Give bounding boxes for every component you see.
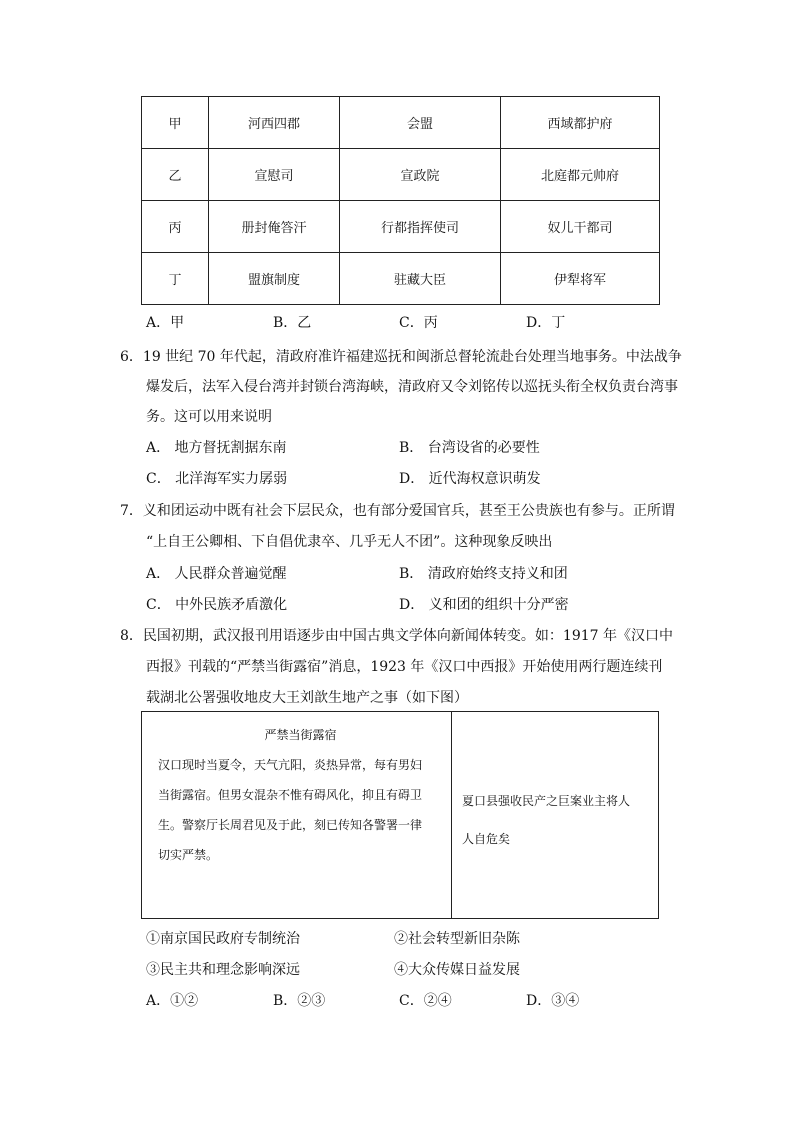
news-headline: 严禁当街露宿 [264,728,337,742]
q5-option-a[interactable]: A．甲 [146,315,185,331]
table-cell: 宣政院 [340,149,501,201]
table-cell: 奴儿干都司 [501,201,660,253]
q8-item-3: ③民主共和理念影响深远 [146,962,300,978]
table-cell: 河西四郡 [209,97,340,149]
table-cell: 驻藏大臣 [340,253,501,305]
news-body-line: 当街露宿。但男女混杂不惟有碍风化，抑且有碍卫 [158,788,423,802]
q8-item-4: ④大众传媒日益发展 [394,962,520,978]
table-cell: 会盟 [340,97,501,149]
table-row [142,149,660,201]
organization-table [141,96,660,305]
table-row [142,97,660,149]
q6-option-a[interactable]: A． 地方督抚割据东南 [146,440,287,456]
q8-option-c[interactable]: C．②④ [399,993,452,1009]
q7-stem-line: “上自王公卿相、下自倡优隶卒、几乎无人不团”。这种现象反映出 [146,534,553,550]
q7-option-a[interactable]: A． 人民群众普遍觉醒 [146,566,287,582]
q7-option-c[interactable]: C． 中外民族矛盾激化 [146,597,288,613]
table-cell: 伊犁将军 [501,253,660,305]
table-row [142,253,660,305]
q5-option-b[interactable]: B．乙 [273,315,312,331]
q5-option-d[interactable]: D．丁 [526,315,566,331]
news-right-line: 人自危矣 [462,832,511,846]
q6-option-d[interactable]: D． 近代海权意识萌发 [399,471,541,487]
q8-option-d[interactable]: D．③④ [526,993,580,1009]
q8-option-b[interactable]: B．②③ [273,993,326,1009]
table-cell: 甲 [142,97,209,149]
table-cell: 宣慰司 [209,149,340,201]
q6-stem-line: 务。这可以用来说明 [146,409,272,425]
table-cell: 北庭都元帅府 [501,149,660,201]
news-body-line: 切实严禁。 [158,848,219,862]
q5-option-c[interactable]: C．丙 [399,315,438,331]
table-cell: 盟旗制度 [209,253,340,305]
q7-option-b[interactable]: B． 清政府始终支持义和团 [399,566,568,582]
table-cell: 西域都护府 [501,97,660,149]
q8-stem-line: 8．民国初期，武汉报刊用语逐步由中国古典文学体向新闻体转变。如：1917 年《汉口中 [120,628,673,644]
q8-stem-line: 西报》刊载的“严禁当街露宿”消息，1923 年《汉口中西报》开始使用两行题连续刊 [146,659,663,675]
q6-option-c[interactable]: C． 北洋海军实力孱弱 [146,471,288,487]
news-left-panel [142,712,452,918]
q6-stem-line: 爆发后，法军入侵台湾并封锁台湾海峡，清政府又令刘铭传以巡抚头衔全权负责台湾事 [146,379,678,395]
q6-stem-line: 6．19 世纪 70 年代起，清政府准许福建巡抚和闽浙总督轮流赴台处理当地事务。中法战争 [120,349,682,365]
q8-option-a[interactable]: A．①② [146,993,199,1009]
table-cell: 丁 [142,253,209,305]
table-cell: 行都指挥使司 [340,201,501,253]
q8-item-1: ①南京国民政府专制统治 [146,931,300,947]
q8-item-2: ②社会转型新旧杂陈 [394,931,520,947]
news-right-panel [452,712,658,918]
news-right-line: 夏口县强收民产之巨案业主将人 [462,794,631,808]
table-row [142,201,660,253]
news-body-line: 汉口现时当夏令，天气亢阳，炎热异常，每有男妇 [158,758,423,772]
newspaper-figure [141,711,659,919]
q7-stem-line: 7．义和团运动中既有社会下层民众，也有部分爱国官兵，甚至王公贵族也有参与。正所谓 [120,503,675,519]
q7-option-d[interactable]: D． 义和团的组织十分严密 [399,597,569,613]
table-cell: 丙 [142,201,209,253]
q8-stem-line: 载湖北公署强收地皮大王刘歆生地产之事（如下图） [146,690,468,706]
table-cell: 册封俺答汗 [209,201,340,253]
q6-option-b[interactable]: B． 台湾设省的必要性 [399,440,540,456]
table-cell: 乙 [142,149,209,201]
news-body-line: 生。警察厅长周君见及于此，刻已传知各警署一律 [158,818,423,832]
